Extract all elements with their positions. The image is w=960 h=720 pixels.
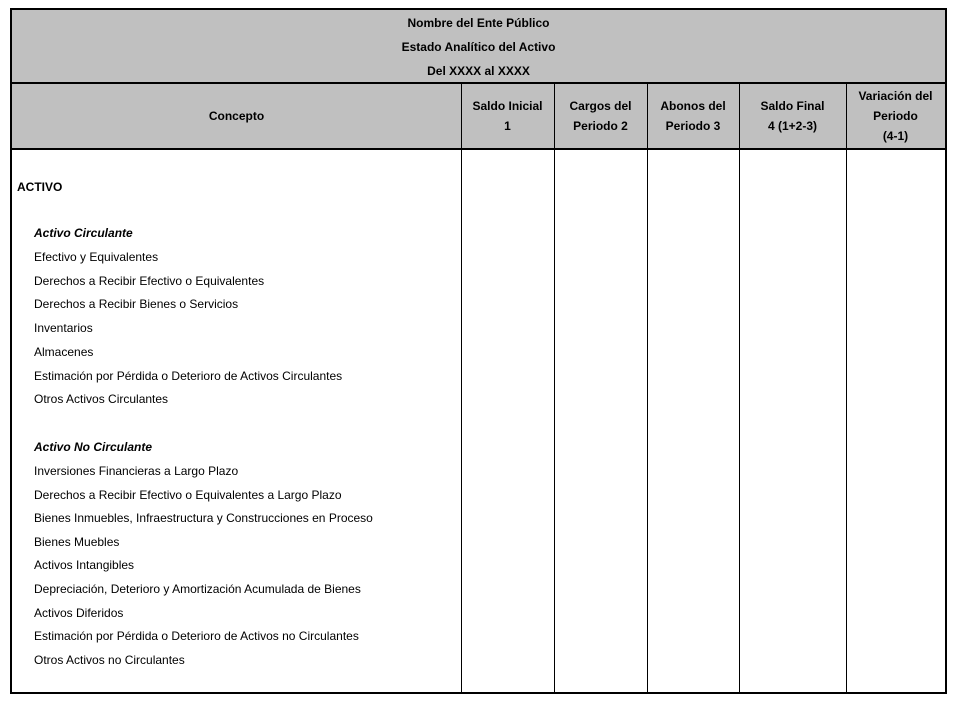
- column-header-label: Periodo 3: [665, 119, 721, 133]
- column-header-cargos: [554, 84, 647, 148]
- column-header-label: Cargos del: [569, 99, 632, 113]
- column-header-label: 4 (1+2-3): [767, 119, 817, 133]
- column-divider: [461, 84, 462, 692]
- column-divider: [554, 84, 555, 692]
- concept-row: Depreciación, Deterioro y Amortización Acumulada de Bienes: [34, 582, 361, 596]
- column-header-label: Saldo Inicial: [472, 99, 543, 113]
- concept-row: Almacenes: [34, 345, 94, 359]
- section-heading-activo: ACTIVO: [17, 180, 63, 194]
- column-header-abonos: [647, 84, 739, 148]
- column-header-label: 1: [504, 119, 511, 133]
- column-header-label: Saldo Final: [760, 99, 825, 113]
- column-header-label: Variación del: [858, 89, 933, 103]
- column-divider: [846, 84, 847, 692]
- group-heading-activo-circulante: Activo Circulante: [34, 226, 133, 240]
- column-header-label: Periodo 2: [573, 119, 628, 133]
- column-header-label: Periodo: [873, 109, 918, 123]
- estado-analitico-table: [10, 8, 947, 694]
- column-header-label: Abonos del: [660, 99, 726, 113]
- concept-row: Derechos a Recibir Efectivo o Equivalentes a Largo Plazo: [34, 488, 342, 502]
- column-divider: [739, 84, 740, 692]
- group-heading-activo-no-circulante: Activo No Circulante: [34, 440, 153, 454]
- column-header-variacion: [846, 84, 945, 148]
- concept-row: Estimación por Pérdida o Deterioro de Activos no Circulantes: [34, 629, 359, 643]
- column-header-row: [12, 84, 945, 150]
- statement-period: Del XXXX al XXXX: [427, 64, 530, 78]
- concept-row: Otros Activos no Circulantes: [34, 653, 185, 667]
- concept-column: [12, 150, 461, 692]
- concept-row: Inversiones Financieras a Largo Plazo: [34, 464, 239, 478]
- concept-row: Estimación por Pérdida o Deterioro de Activos Circulantes: [34, 369, 343, 383]
- concept-row: Bienes Muebles: [34, 535, 120, 549]
- statement-title: Estado Analítico del Activo: [401, 40, 556, 54]
- concept-row: Derechos a Recibir Bienes o Servicios: [34, 297, 239, 311]
- concept-row: Activos Diferidos: [34, 606, 124, 620]
- column-header-saldo-final: [739, 84, 846, 148]
- concept-row: Otros Activos Circulantes: [34, 392, 169, 406]
- column-header-concepto: [12, 84, 461, 148]
- concept-row: Derechos a Recibir Efectivo o Equivalentes: [34, 274, 265, 288]
- column-divider: [647, 84, 648, 692]
- column-header-label: (4-1): [882, 129, 909, 143]
- concept-row: Activos Intangibles: [34, 558, 135, 572]
- title-block: [12, 10, 945, 84]
- concept-row: Bienes Inmuebles, Infraestructura y Construcciones en Proceso: [34, 511, 373, 525]
- column-header-label: Concepto: [208, 109, 265, 123]
- column-header-saldo-inicial: [461, 84, 554, 148]
- entity-name: Nombre del Ente Público: [407, 16, 550, 30]
- concept-row: Efectivo y Equivalentes: [34, 250, 159, 264]
- concept-row: Inventarios: [34, 321, 93, 335]
